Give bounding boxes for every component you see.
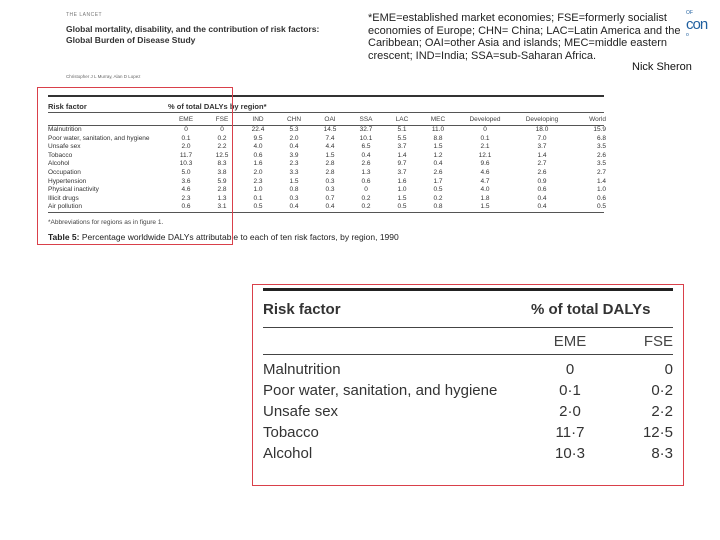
caption-label: Table 5: — [48, 231, 80, 242]
row-value: 0.6 — [537, 186, 547, 194]
row-value: 0 — [184, 126, 188, 133]
institution-logo — [686, 8, 720, 41]
zoom-header-dalys: % of total DALYs — [531, 300, 651, 318]
row-value: 3.7 — [397, 168, 407, 176]
row-value: 0.4 — [361, 151, 371, 159]
region-abbreviation-note: *EME=established market economies; FSE=formerly socialist economies of Europe; CHN= China; LAC=Latin America and the Caribbean; OAI=other Asia and islands; MEC=middle eastern crescent; IND=India; SSA=sub-Saharan Africa. — [368, 12, 681, 62]
row-value: 0.6 — [361, 177, 371, 185]
zoomed-risk-factor-table — [263, 288, 673, 464]
row-fse-value: 0 — [664, 361, 673, 378]
row-value: 0.9 — [537, 177, 547, 185]
journal-name: THE LANCET — [66, 12, 103, 18]
row-fse-value: 8·3 — [651, 445, 673, 462]
paper-title: Global mortality, disability, and the contribution of risk factors: Global Burden of Disease Study — [66, 24, 320, 45]
row-value: 9.5 — [253, 134, 263, 142]
column-header: IND — [252, 115, 264, 123]
row-value: 3.5 — [596, 143, 606, 151]
row-factor: Unsafe sex — [263, 403, 339, 420]
row-factor: Illicit drugs — [48, 194, 79, 202]
row-value: 18.0 — [535, 126, 549, 133]
caption-text: Percentage worldwide DALYs attributable to each of ten risk factors, by region, 1990 — [79, 231, 399, 242]
row-eme-value: 0·1 — [559, 382, 581, 399]
row-value: 2.8 — [217, 186, 227, 194]
row-value: 8.8 — [433, 134, 443, 142]
row-value: 1.6 — [253, 160, 263, 168]
logo-main-text: con — [686, 16, 708, 33]
row-value: 2.0 — [253, 168, 263, 176]
row-value: 0.4 — [537, 203, 547, 211]
column-header: OAI — [324, 115, 336, 123]
row-value: 0.4 — [537, 194, 547, 202]
row-value: 0.2 — [433, 194, 443, 202]
row-value: 5.5 — [397, 134, 407, 142]
row-value: 4.0 — [480, 186, 490, 194]
row-value: 0.4 — [433, 160, 443, 168]
row-value: 2.6 — [596, 151, 606, 159]
row-value: 3.7 — [537, 143, 547, 151]
row-value: 7.4 — [325, 134, 335, 142]
row-value: 0.1 — [253, 194, 263, 202]
row-value: 2.8 — [325, 160, 335, 168]
row-value: 1.4 — [397, 151, 407, 159]
row-value: 1.5 — [397, 194, 407, 202]
row-value: 0.8 — [433, 203, 443, 211]
row-value: 1.7 — [433, 177, 443, 185]
row-value: 6.5 — [361, 143, 371, 151]
row-fse-value: 0·2 — [651, 382, 673, 399]
column-header: MEC — [430, 115, 446, 123]
logo-sub-text: o — [686, 32, 689, 38]
column-header: LAC — [395, 115, 409, 123]
row-value: 11.7 — [179, 151, 193, 159]
row-factor: Tobacco — [48, 151, 73, 159]
column-header: EME — [178, 115, 194, 123]
row-value: 1.5 — [433, 143, 443, 151]
row-value: 8.3 — [217, 160, 227, 168]
header-dalys-group: % of total DALYs by region* — [168, 101, 267, 111]
row-value: 1.4 — [596, 177, 606, 185]
row-factor: Physical inactivity — [48, 186, 99, 194]
row-value: 0.5 — [433, 186, 443, 194]
row-value: 12.5 — [215, 151, 229, 159]
row-value: 2.6 — [537, 168, 547, 176]
column-header: Developed — [469, 115, 501, 123]
row-factor: Poor water, sanitation, and hygiene — [48, 134, 150, 142]
row-value: 3.3 — [289, 168, 299, 176]
row-value: 32.7 — [359, 126, 373, 133]
row-value: 10.3 — [179, 160, 193, 168]
row-value: 1.3 — [361, 168, 371, 176]
row-value: 3.7 — [397, 143, 407, 151]
row-value: 2.7 — [537, 160, 547, 168]
row-value: 1.3 — [217, 194, 227, 202]
row-value: 0 — [364, 186, 368, 194]
row-value: 0.5 — [397, 203, 407, 211]
row-value: 11.0 — [431, 126, 445, 133]
row-value: 1.5 — [325, 151, 335, 159]
column-header: Developing — [525, 115, 559, 123]
zoom-header-risk-factor: Risk factor — [263, 300, 341, 318]
row-factor: Malnutrition — [48, 126, 82, 133]
row-value: 0.6 — [181, 203, 191, 211]
row-factor: Hypertension — [48, 177, 87, 185]
row-value: 0.5 — [596, 203, 606, 211]
table-row — [263, 359, 673, 380]
row-value: 3.8 — [217, 168, 227, 176]
row-value: 2.0 — [181, 143, 191, 151]
row-value: 9.6 — [480, 160, 490, 168]
row-value: 2.6 — [433, 168, 443, 176]
row-value: 1.5 — [289, 177, 299, 185]
paper-authors: Christopher J L Murray, Alan D Lopez — [66, 74, 141, 79]
header-risk-factor: Risk factor — [48, 101, 87, 111]
column-header: World — [589, 115, 606, 123]
zoom-column-header-eme: EME — [553, 332, 587, 350]
row-eme-value: 10·3 — [554, 445, 586, 462]
zoom-column-header-fse: FSE — [643, 332, 673, 350]
column-header: CHN — [286, 115, 302, 123]
row-value: 0.2 — [361, 194, 371, 202]
table-row — [263, 401, 673, 422]
row-value: 0.6 — [596, 194, 606, 202]
row-value: 4.0 — [253, 143, 263, 151]
row-value: 7.0 — [537, 134, 547, 142]
row-fse-value: 12·5 — [642, 424, 673, 441]
table-row — [263, 380, 673, 401]
row-value: 0.4 — [325, 203, 335, 211]
zoom-table-body — [263, 355, 673, 464]
row-value: 0.2 — [361, 203, 371, 211]
row-value: 1.2 — [433, 151, 443, 159]
row-value: 5.3 — [289, 126, 299, 133]
row-value: 15.9 — [593, 126, 606, 133]
row-value: 0 — [483, 126, 487, 133]
column-header: SSA — [359, 115, 373, 123]
logo-top-text: OF — [686, 10, 693, 16]
row-value: 2.0 — [289, 134, 299, 142]
row-value: 0.3 — [325, 177, 335, 185]
row-value: 2.3 — [289, 160, 299, 168]
row-value: 1.0 — [596, 186, 606, 194]
presenter-name: Nick Sheron — [632, 61, 692, 73]
row-value: 0.1 — [181, 134, 191, 142]
row-factor: Unsafe sex — [48, 143, 81, 151]
row-value: 4.4 — [325, 143, 335, 151]
row-value: 1.5 — [480, 203, 490, 211]
row-value: 2.3 — [253, 177, 263, 185]
row-factor: Alcohol — [263, 445, 313, 462]
row-fse-value: 2·2 — [651, 403, 673, 420]
row-value: 3.5 — [596, 160, 606, 168]
row-value: 0.1 — [480, 134, 490, 142]
row-value: 6.8 — [596, 134, 606, 142]
table-footnote: *Abbreviations for regions as in figure 1. — [48, 218, 164, 226]
row-factor: Poor water, sanitation, and hygiene — [263, 382, 498, 399]
row-value: 1.4 — [537, 151, 547, 159]
row-eme-value: 11·7 — [555, 424, 585, 441]
row-value: 12.1 — [478, 151, 492, 159]
row-value: 2.2 — [217, 143, 227, 151]
row-factor: Tobacco — [263, 424, 319, 441]
row-factor: Occupation — [48, 168, 81, 176]
row-value: 10.1 — [359, 134, 373, 142]
row-value: 2.7 — [596, 168, 606, 176]
row-value: 0.4 — [289, 143, 299, 151]
row-value: 1.0 — [397, 186, 407, 194]
column-header: FSE — [215, 115, 229, 123]
row-value: 0.3 — [325, 186, 335, 194]
row-value: 0.2 — [217, 134, 227, 142]
row-value: 3.1 — [217, 203, 227, 211]
row-factor: Air pollution — [48, 203, 82, 211]
row-value: 1.8 — [480, 194, 490, 202]
row-value: 0 — [220, 126, 224, 133]
row-value: 4.6 — [181, 186, 191, 194]
row-value: 9.7 — [397, 160, 407, 168]
row-value: 22.4 — [251, 126, 265, 133]
zoom-column-header-row — [263, 328, 673, 354]
row-value: 0.6 — [253, 151, 263, 159]
row-value: 5.0 — [181, 168, 191, 176]
row-eme-value: 0 — [565, 361, 575, 378]
table-row — [263, 443, 673, 464]
row-value: 14.5 — [323, 126, 337, 133]
row-value: 3.6 — [181, 177, 191, 185]
row-value: 2.6 — [361, 160, 371, 168]
row-factor: Alcohol — [48, 160, 70, 168]
zoom-table-header — [263, 291, 673, 327]
row-eme-value: 2·0 — [559, 403, 581, 420]
row-factor: Malnutrition — [263, 361, 341, 378]
row-value: 1.0 — [253, 186, 263, 194]
highlight-box-source — [37, 87, 233, 245]
row-value: 3.9 — [289, 151, 299, 159]
row-value: 0.3 — [289, 194, 299, 202]
row-value: 0.8 — [289, 186, 299, 194]
row-value: 4.7 — [480, 177, 490, 185]
row-value: 1.6 — [397, 177, 407, 185]
row-value: 2.1 — [480, 143, 490, 151]
row-value: 4.6 — [480, 168, 490, 176]
row-value: 0.7 — [325, 194, 335, 202]
row-value: 5.1 — [397, 126, 407, 133]
table-row — [263, 422, 673, 443]
row-value: 2.8 — [325, 168, 335, 176]
row-value: 2.3 — [181, 194, 191, 202]
row-value: 0.5 — [253, 203, 263, 211]
row-value: 5.9 — [217, 177, 227, 185]
row-value: 0.4 — [289, 203, 299, 211]
